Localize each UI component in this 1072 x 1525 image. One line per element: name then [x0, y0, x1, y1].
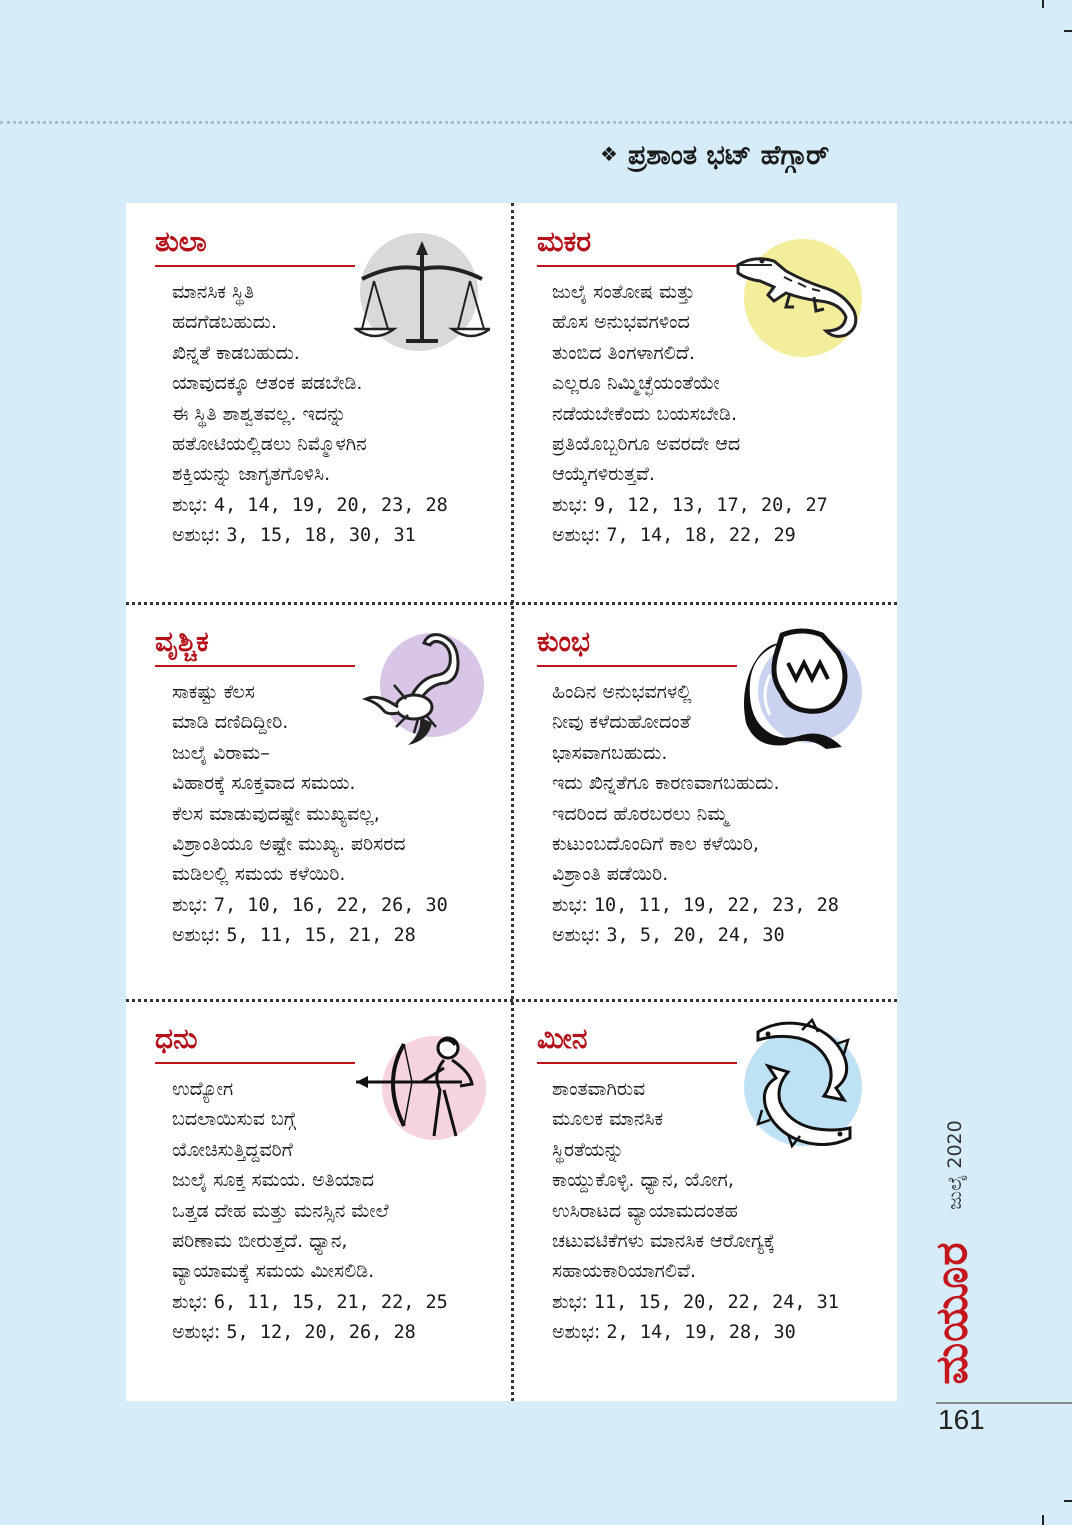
body-line: ಒತ್ತಡ ದೇಹ ಮತ್ತು ಮನಸ್ಸಿನ ಮೇಲೆ — [172, 1199, 389, 1222]
body-line: ವಿಶ್ರಾಂತಿ ಪಡೆಯಿರಿ. — [552, 863, 669, 886]
unlucky-numbers: 5, 12, 20, 26, 28 — [226, 1322, 416, 1344]
unlucky-label: ಅಶುಭ: — [552, 924, 601, 947]
crop-mark-right-top — [1064, 30, 1072, 32]
lucky-dates — [172, 1287, 502, 1317]
sign-body — [552, 1074, 882, 1348]
lucky-label: ಶುಭ: — [172, 1290, 208, 1313]
diamond-icon: ❖ — [600, 142, 618, 166]
body-line: ಚಟುವಟಿಕೆಗಳು ಮಾನಸಿಕ ಆರೋಗ್ಯಕ್ಕೆ — [552, 1229, 775, 1252]
body-line: ಬದಲಾಯಿಸುವ ಬಗ್ಗೆ — [172, 1108, 296, 1131]
sign-title: ವೃಶ್ಚಿಕ — [155, 625, 209, 658]
body-line: ಶಾಂತವಾಗಿರುವ — [552, 1078, 646, 1100]
unlucky-dates — [552, 1317, 882, 1347]
unlucky-dates — [552, 520, 882, 550]
sign-title: ಧನು — [155, 1022, 198, 1055]
issue-month — [935, 1110, 975, 1220]
sign-block-vrishchika — [126, 603, 511, 1001]
unlucky-label: ಅಶುಭ: — [172, 924, 221, 947]
lucky-numbers: 10, 11, 19, 22, 23, 28 — [593, 894, 839, 916]
magazine-logo — [922, 1240, 982, 1385]
body-line: ಕಾಯ್ದುಕೊಳ್ಳಿ. ಧ್ಯಾನ, ಯೋಗ, — [552, 1169, 734, 1192]
unlucky-numbers: 5, 11, 15, 21, 28 — [226, 925, 416, 947]
sign-title: ಕುಂಭ — [537, 625, 591, 658]
crop-mark-bottom — [1042, 1515, 1044, 1525]
body-line: ವಿಹಾರಕ್ಕೆ ಸೂಕ್ತವಾದ ಸಮಯ. — [172, 772, 356, 795]
body-line: ಮಾನಸಿಕ ಸ್ಥಿತಿ — [172, 281, 255, 303]
body-line: ಆಯ್ಕೆಗಳಿರುತ್ತವೆ. — [552, 463, 655, 486]
sign-block-dhanu — [126, 1000, 511, 1398]
unlucky-dates — [172, 920, 502, 950]
title-underline — [155, 1062, 355, 1064]
body-line: ಸ್ಥಿರತೆಯನ್ನು — [552, 1138, 624, 1161]
crop-mark-right-bottom — [1064, 1500, 1072, 1502]
title-underline — [537, 665, 737, 667]
body-line: ಹೊಸ ಅನುಭವಗಳಿಂದ — [552, 311, 690, 334]
sign-title: ಮಕರ — [537, 225, 592, 258]
sign-block-kumbha — [512, 603, 897, 1001]
unlucky-numbers: 7, 14, 18, 22, 29 — [606, 525, 796, 547]
lucky-label: ಶುಭ: — [552, 893, 588, 916]
unlucky-dates — [172, 1317, 502, 1347]
lucky-numbers: 11, 15, 20, 22, 24, 31 — [593, 1291, 839, 1313]
body-line: ಉಸಿರಾಟದ ವ್ಯಾಯಾಮದಂತಹ — [552, 1199, 738, 1222]
author-name: ಪ್ರಶಾಂತ ಭಟ್ ಹೆಗ್ಗಾರ್ — [627, 140, 830, 171]
body-line: ನಡೆಯಬೇಕೆಂದು ಬಯಸಬೇಡಿ. — [552, 402, 737, 425]
sign-body — [172, 1074, 502, 1348]
body-line: ಮಾಡಿ ದಣಿದಿದ್ದೀರಿ. — [172, 711, 289, 734]
body-line: ಯೋಚಿಸುತ್ತಿದ್ದವರಿಗೆ — [172, 1138, 293, 1161]
unlucky-dates — [552, 920, 882, 950]
lucky-numbers: 7, 10, 16, 22, 26, 30 — [213, 894, 448, 916]
unlucky-label: ಅಶುಭ: — [172, 1321, 221, 1344]
body-line: ಉದ್ಯೋಗ — [172, 1078, 234, 1100]
unlucky-label: ಅಶುಭ: — [552, 1321, 601, 1344]
body-line: ಕುಟುಂಬದೊಂದಿಗೆ ಕಾಲ ಕಳೆಯಿರಿ, — [552, 832, 759, 855]
body-line: ಯಾವುದಕ್ಕೂ ಆತಂಕ ಪಡಬೇಡಿ. — [172, 372, 363, 395]
body-line: ಇದರಿಂದ ಹೊರಬರಲು ನಿಮ್ಮ — [552, 802, 729, 825]
body-line: ಜುಲೈ ಸೂಕ್ತ ಸಮಯ. ಅತಿಯಾದ — [172, 1169, 375, 1192]
body-line: ಖಿನ್ನತೆ ಕಾಡಬಹುದು. — [172, 341, 300, 364]
magazine-logo-text: ಮಯೂರ — [926, 1240, 978, 1385]
sign-block-tula — [126, 203, 511, 601]
crop-mark-top — [1042, 0, 1044, 8]
unlucky-numbers: 2, 14, 19, 28, 30 — [606, 1322, 796, 1344]
body-line: ಹತೋಟಿಯಲ್ಲಿಡಲು ನಿಮ್ಮೊಳಗಿನ — [172, 432, 367, 455]
sign-body — [552, 277, 882, 551]
title-underline — [155, 665, 355, 667]
body-line: ಮಡಿಲಲ್ಲಿ ಸಮಯ ಕಳೆಯಿರಿ. — [172, 863, 346, 886]
body-line: ಪರಿಣಾಮ ಬೀರುತ್ತದೆ. ಧ್ಯಾನ, — [172, 1229, 348, 1252]
body-line: ಈ ಸ್ಥಿತಿ ಶಾಶ್ವತವಲ್ಲ. ಇದನ್ನು — [172, 402, 347, 425]
body-line: ನೀವು ಕಳೆದುಹೋದಂತೆ — [552, 711, 691, 734]
body-line: ಎಲ್ಲರೂ ನಿಮ್ಮಿಚ್ಛೆಯಂತೆಯೇ — [552, 372, 720, 395]
body-line: ಪ್ರತಿಯೊಬ್ಬರಿಗೂ ಅವರದೇ ಆದ — [552, 432, 741, 455]
lucky-numbers: 9, 12, 13, 17, 20, 27 — [593, 494, 828, 516]
lucky-numbers: 6, 11, 15, 21, 22, 25 — [213, 1291, 448, 1313]
lucky-label: ಶುಭ: — [172, 893, 208, 916]
lucky-dates — [172, 490, 502, 520]
body-line: ವಿಶ್ರಾಂತಿಯೂ ಅಷ್ಟೇ ಮುಖ್ಯ. ಪರಿಸರದ — [172, 832, 406, 855]
lucky-dates — [552, 490, 882, 520]
sign-body — [552, 677, 882, 951]
unlucky-label: ಅಶುಭ: — [552, 524, 601, 547]
lucky-dates — [172, 890, 502, 920]
lucky-label: ಶುಭ: — [172, 493, 208, 516]
body-line: ಹಿಂದಿನ ಅನುಭವಗಳಲ್ಲಿ — [552, 681, 692, 703]
sign-body — [172, 677, 502, 951]
unlucky-numbers: 3, 15, 18, 30, 31 — [226, 525, 416, 547]
body-line: ಭಾಸವಾಗಬಹುದು. — [552, 741, 668, 764]
title-underline — [537, 265, 737, 267]
lucky-numbers: 4, 14, 19, 20, 23, 28 — [213, 494, 448, 516]
body-line: ಹದಗೆಡಬಹುದು. — [172, 311, 278, 334]
body-line: ಇದು ಖಿನ್ನತೆಗೂ ಕಾರಣವಾಗಬಹುದು. — [552, 772, 780, 795]
title-underline — [537, 1062, 737, 1064]
unlucky-label: ಅಶುಭ: — [172, 524, 221, 547]
title-underline — [155, 265, 355, 267]
page-number: 161 — [938, 1404, 985, 1435]
body-line: ಜುಲೈ ಸಂತೋಷ ಮತ್ತು — [552, 281, 695, 303]
lucky-dates — [552, 1287, 882, 1317]
sign-block-makara — [512, 203, 897, 601]
lucky-label: ಶುಭ: — [552, 1290, 588, 1313]
sign-block-meena — [512, 1000, 897, 1398]
author-byline — [600, 140, 920, 176]
body-line: ಸಹಾಯಕಾರಿಯಾಗಲಿವೆ. — [552, 1260, 697, 1283]
body-line: ಶಕ್ತಿಯನ್ನು ಜಾಗೃತಗೊಳಿಸಿ. — [172, 463, 331, 486]
lucky-label: ಶುಭ: — [552, 493, 588, 516]
lucky-dates — [552, 890, 882, 920]
body-line: ತುಂಬಿದ ತಿಂಗಳಾಗಲಿದೆ. — [552, 341, 695, 364]
body-line: ಕೆಲಸ ಮಾಡುವುದಷ್ಟೇ ಮುಖ್ಯವಲ್ಲ, — [172, 802, 380, 825]
body-line: ಜುಲೈ ವಿರಾಮ– — [172, 741, 270, 764]
sign-body — [172, 277, 502, 551]
top-dotted-divider — [0, 121, 1072, 124]
body-line: ಮೂಲಕ ಮಾನಸಿಕ — [552, 1108, 664, 1131]
issue-month-label: ಜುಲೈ 2020 — [944, 1120, 966, 1210]
sign-title: ಮೀನ — [537, 1022, 588, 1055]
horoscope-card — [126, 203, 897, 1401]
unlucky-dates — [172, 520, 502, 550]
unlucky-numbers: 3, 5, 20, 24, 30 — [606, 925, 785, 947]
body-line: ಸಾಕಷ್ಟು ಕೆಲಸ — [172, 681, 255, 703]
sign-title: ತುಲಾ — [155, 225, 207, 258]
body-line: ವ್ಯಾಯಾಮಕ್ಕೆ ಸಮಯ ಮೀಸಲಿಡಿ. — [172, 1260, 375, 1283]
